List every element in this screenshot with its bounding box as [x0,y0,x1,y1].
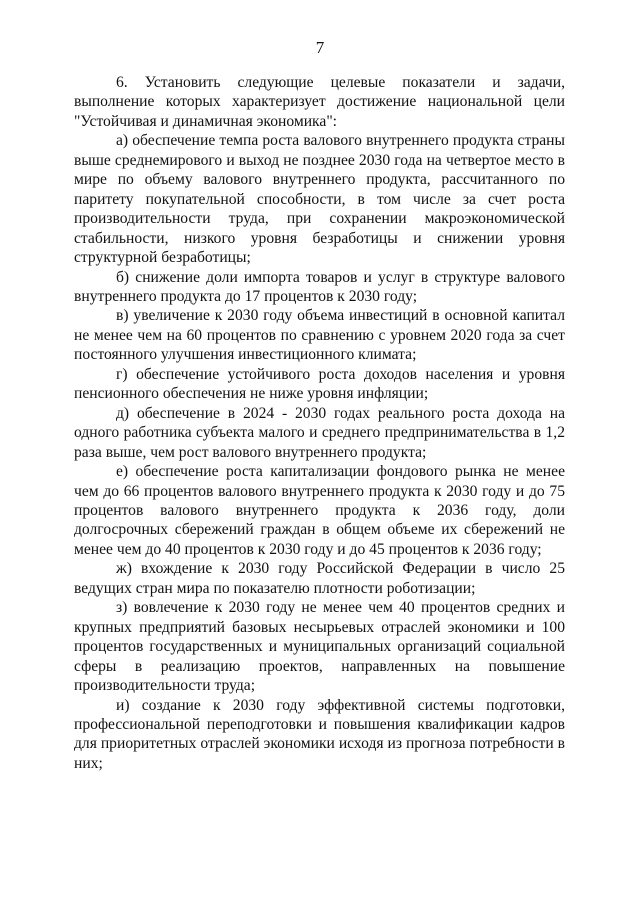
paragraph-v: в) увеличение к 2030 году объема инвестиций в основной капитал не менее чем на 60 процентов по сравнению с уровнем 2020 года за счет постоянного улучшения инвестиционного климата; [74,307,565,364]
paragraph-zh: ж) вхождение к 2030 году Российской Федерации в число 25 ведущих стран мира по показателю плотности роботизации; [74,560,565,597]
paragraph-intro: 6. Установить следующие целевые показатели и задачи, выполнение которых характеризует достижение национальной цели "Устойчивая и динамичная экономика": [74,74,565,130]
paragraph-b: б) снижение доли импорта товаров и услуг в структуре валового внутреннего продукта до 17 процентов к 2030 году; [74,268,565,305]
paragraph-g: г) обеспечение устойчивого роста доходов населения и уровня пенсионного обеспечения не ниже уровня инфляции; [74,365,565,403]
paragraph-i: и) создание к 2030 году эффективной системы подготовки, профессиональной переподготовки и повышения квалификации кадров для приоритетных отраслей экономики исходя из прогноза потребности в них; [74,696,565,772]
paragraph-e: е) обеспечение роста капитализации фондового рынка не менее чем до 66 процентов валового внутреннего продукта к 2030 году и до 75 процентов валового внутреннего продукта к 2036 году, доли долгосрочных сбережений граждан в общем объеме их сбережений не менее чем до 40 процентов к 2030 году и до 45 процентов к 2036 году; [74,463,565,558]
paragraph-z: з) вовлечение к 2030 году не менее чем 40 процентов средних и крупных предприятий базовых несырьевых отраслей экономики и 100 процентов государственных и муниципальных организаций социальной сферы в реализацию проектов, направленных на повышение производительности труда; [74,599,565,695]
document-body [74,73,565,773]
paragraph-a: а) обеспечение темпа роста валового внутреннего продукта страны выше среднемирового и выход не позднее 2030 года на четвертое место в мире по объему валового внутреннего продукта, рассчитанного по паритету покупательной способности, в том числе за счет роста производительности труда, при сохранении макроэкономической стабильности, низкого уровня безработицы и снижении уровня структурной безработицы; [74,132,565,267]
page-number: 7 [315,38,325,57]
paragraph-d: д) обеспечение в 2024 - 2030 годах реального роста дохода на одного работника субъекта малого и среднего предпринимательства в 1,2 раза выше, чем рост валового внутреннего продукта; [74,404,565,461]
